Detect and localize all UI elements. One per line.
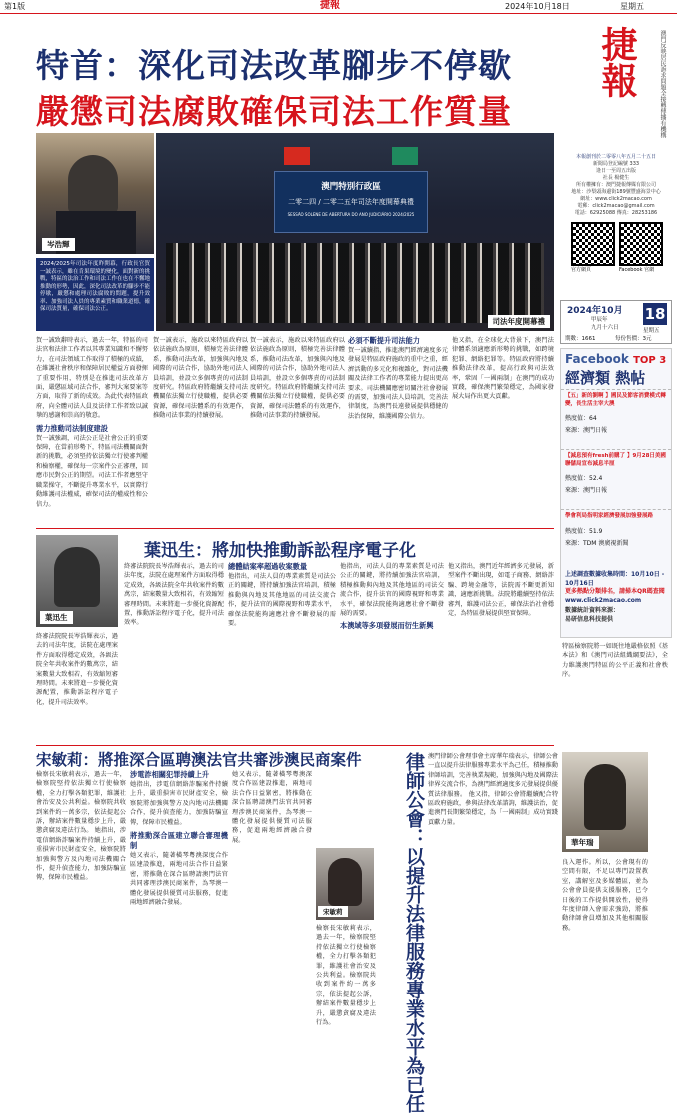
facebook-top3-box xyxy=(560,348,672,638)
hot-topic-text: 學會利局指明家經濟發展加強發展路 xyxy=(565,513,654,519)
facebook-top-badge: TOP 3 xyxy=(633,355,667,366)
article2-col3 xyxy=(228,562,336,742)
date-day: 18 xyxy=(644,305,666,323)
article2-col4 xyxy=(340,562,444,742)
hot-topic-heat: 熱度值：51.9 xyxy=(565,527,603,535)
header-weekday: 星期五 xyxy=(620,2,644,11)
chief-executive-photo xyxy=(36,133,154,254)
hot-topic-heat: 熱度值：52.4 xyxy=(565,475,603,482)
sidebar-vertical-slogan: 澳門反映居民訴求問題全接轉傳播有機構 xyxy=(659,30,666,138)
facebook-brand-text: Facebook xyxy=(565,352,629,366)
article2-paragraph: 他指出，司法人員的專業素質是司法公正的關鍵，將持續加強法官培訓，積極推動與內地及其他地區的司法交流合作，提升法官的國際視野和專業水平，確保法院能夠適應社會不斷發展的需要。 xyxy=(340,563,444,618)
prosecutor-photo xyxy=(316,848,374,920)
photo-caption: 葉迅生 xyxy=(40,611,73,624)
speaker-silhouette xyxy=(68,155,118,215)
hot-topic-text: 【減息預有fresh前購了 】9月28日美國聯儲局宣布減息半厘 xyxy=(565,453,666,467)
banner xyxy=(274,171,428,233)
date-weekday: 星期五 xyxy=(643,328,660,334)
article4-paragraph: 良入運作。所以，公會現有的空間有限，不足以專門設置教室，講解室及多媒體區，並為公會會員提供支援服務，已令日後的工作提供開放性，使得年度律師入會需求強勁，將推動律師會員增加及其他相關服務。 xyxy=(562,859,648,932)
sidebar-phone: 電話：62925088 傳真：28253186 xyxy=(574,210,658,216)
ceremony-photo xyxy=(156,133,554,331)
lawyer-photo xyxy=(562,752,648,852)
article3-paragraph: 她又表示，隨著橫琴粵澳深度合作區建設推進，兩地司法合作日益緊密，將推動在深合區聘請澳門法官共同審理涉澳民商案件，為琴澳一體化發展提供優質司法服務，促進兩地經濟融合發展。 xyxy=(232,771,312,844)
sidebar-frequency: 逢日一至周五出版 xyxy=(595,168,636,174)
article3-col3 xyxy=(232,770,312,1020)
data-source-label: 數據統計資料來源： xyxy=(565,607,620,614)
article1-paragraph: 賀一誠續指，推進澳門經濟適度多元發展是特區政府施政的重中之重，經濟活動的多元化和複雜化，對司法機關及法律工作者的專業能力提出更高要求。司法機關應密切關注社會發展的需要，加強司法人員培訓，完善法律制度，為澳門長遠發展提供穩健的法治保障，維護國際公信力。 xyxy=(348,347,448,420)
article4-headline: 律師公會：以提升法律服務專業水平為已任 xyxy=(403,752,425,1113)
qr-official-web[interactable] xyxy=(571,222,615,266)
article1-col4 xyxy=(250,336,345,534)
photo-caption: 司法年度開幕禮 xyxy=(488,315,551,328)
photo-caption: 岑浩輝 xyxy=(42,238,75,251)
sidebar-logo: 捷報 xyxy=(596,26,638,98)
data-source-name: 易研信息科技提供 xyxy=(565,615,614,623)
lead-summary-text: 2024/2025年司法年度昨開幕，行政長官賀一誠表示，雖在肯果環境的變化，面對新的挑戰，特區的法治工作和司法工作在也在不懈地推動的形勢，因此，深化司法改革的腳步不能停歇，嚴懲和處理司法腐敗的問題，提升效率、加強司法人員的專業素質和職業道德，確保司法質量，確保司法公正。 xyxy=(40,261,151,312)
judge-silhouette xyxy=(54,547,100,607)
facebook-top3-brand xyxy=(565,352,666,366)
article3-col2 xyxy=(130,770,228,1020)
judge-photo xyxy=(36,535,118,627)
article1-paragraph: 賀一誠致辭時表示，過去一年，特區的司法官和法律工作者以其專業知識和不懈努力，在司法領域工作取得了積極的成績，在維護社會秩序和保障居民權益方面發揮了重要作用，特別是在推進司法改革方面，嚴懲區域司法合作，審判大案要案等方面，取得了新的成效。為此代表特區政府，向全體司法人員及法律工作者致以誠摯的感謝和崇高的敬意。 xyxy=(36,337,148,420)
sidebar xyxy=(560,20,672,342)
article3-col4 xyxy=(316,924,376,1027)
survey-period: 上述調查數據收集時間：10月10日 - 10月16日 xyxy=(565,571,665,587)
header-logo: 捷報 xyxy=(320,0,340,11)
hot-topic-item[interactable] xyxy=(561,509,671,567)
article3-subhead: 涉電詐相關犯罪持續上升 xyxy=(130,770,210,779)
article2-col1 xyxy=(36,632,118,742)
article2-col2 xyxy=(124,562,224,742)
date-lunar: 甲辰年 xyxy=(591,317,608,323)
hot-topic-source: 來源：澳門日報 xyxy=(565,427,608,434)
sidebar-issue-info: 本報創刊於二零零八年五月二十五日 xyxy=(575,154,656,160)
facebook-top3-title: 經濟類 熱帖 xyxy=(565,369,646,387)
article2-paragraph: 終審法院院長岑浩輝表示，過去的司法年度，法院在處理案件方面取得穩定成效，各級法院全年共收案件約數萬宗，結案數量大致相若，有效縮短審理時間。未來將進一步優化資源配置，推動訴訟程序電子化，提升司法效率。 xyxy=(36,633,118,706)
copy-price: 每份售價：3元 xyxy=(615,336,652,342)
article2-paragraph: 他又指出，澳門近年經濟多元發展，新型案件不斷出現，如電子商務、網絡詐騙、跨境金融等，法院需不斷更新知識，適應新挑戰。法院將繼續堅持依法審判，維護司法公正，確保法治社會穩定，為特區發展提供堅實保障。 xyxy=(448,563,554,618)
article1-col6 xyxy=(452,336,554,534)
banner-portuguese: SESSÃO SOLENE DE ABERTURA DO ANO JUDICIÁRIO 2024/2025 xyxy=(287,212,415,217)
photo-caption: 華年瑞 xyxy=(566,836,599,849)
qr-official-web-label: 官方網頁 xyxy=(571,267,592,273)
article1-subhead: 必須不斷提升司法能力 xyxy=(348,336,420,345)
article1-paragraph: 賀一誠強調，司法公正是社會公正的重要保障，在當前形勢下，特區司法機關面對新的挑戰，必須堅持依法獨立行使審判權和檢察權，確保每一宗案件公正審理，回應市民對公正的期望。司法工作者應堅守職業操守，不斷提升專業水平，以實際行動維護司法權威，確保司法的權威性和公信力。 xyxy=(36,434,148,508)
article2-subhead: 本澳域等多項發展而衍生新興 xyxy=(340,621,434,631)
photo-caption: 宋敏莉 xyxy=(318,906,348,917)
banner-subtitle: 二零二四 / 二零二五年司法年度開幕典禮 xyxy=(288,198,414,206)
lawyer-silhouette xyxy=(584,764,626,830)
banner-title: 澳門特別行政區 xyxy=(321,182,381,192)
more-ranking-url[interactable]: www.click2macao.com xyxy=(565,596,642,604)
article2-col5 xyxy=(448,562,554,742)
article1-paragraph: 他又指，在全球化大背景下，澳門法律體系須適應新形勢的挑戰，如跨境犯罪、網絡犯罪等。特區政府將持續推動法律改革，提高行政與司法效率，鞏固「一國兩制」在澳門的成功實踐，確保澳門繁榮穩定，為國家發展大局作出更大貢獻。 xyxy=(452,337,554,401)
sidebar-owner: 所有權擁有：澳門捷報傳媒有限公司 xyxy=(575,182,656,188)
article1-paragraph: 賀一誠表示，施政以來特區政府以依法施政為原則，積極完善法律體系，推動司法改革，加強與內地及國際的司法合作，協助外地司法人員培訓，並設立多個專責的司法制度研究。特區政府將繼續支持司法機關依法獨立行使職權，提供必要資源，確保司法體系的有效運作，推動司法事業的持續發展。 xyxy=(250,337,345,420)
sidebar-email: 電郵：click2macao@gmail.com xyxy=(577,203,655,209)
article3-paragraph: 她又表示，隨著橫琴粵澳深度合作區建設推進，兩地司法合作日益緊密，將推動在深合區聘請澳門法官共同審理涉澳民商案件，為琴澳一體化發展提供優質司法服務，促進兩地經濟融合發展。 xyxy=(130,852,228,907)
article2-paragraph: 終審法院院長岑浩輝表示，過去的司法年度，法院在處理案件方面取得穩定成效，各級法院全年共收案件約數萬宗，結案數量大致相若，有效縮短審理時間。未來將進一步優化資源配置，推動訴訟程序電子化，提升司法效率。 xyxy=(124,563,224,627)
article2-paragraph: 他指出，司法人員的專業素質是司法公正的關鍵，將持續加強法官培訓，積極推動與內地及其他地區的司法交流合作，提升法官的國際視野和專業水平，確保法院能夠適應社會不斷發展的需要。 xyxy=(228,573,336,628)
article3-paragraph: 檢察長宋敏莉表示，過去一年，檢察院堅持依法獨立行使檢察權，全力打擊各類犯罪，維護社會治安及公共利益。檢察院共收到案件約一萬多宗，依法提起公訴，辦結案件數量穩步上升，嚴懲貪腐及違法行為。 xyxy=(316,925,376,1027)
article1-subhead: 需力推動司法制度建設 xyxy=(36,423,108,433)
sidebar-continued-paragraph: 特區檢察院將一如既往地嚴格依照《基本法》和《澳門司法組織綱要法》，全力維護澳門特區的公平正義和社會秩序。 xyxy=(562,643,668,679)
sidebar-continued-text xyxy=(562,642,668,742)
sidebar-info xyxy=(560,154,672,217)
article1-paragraph: 賀一誠表示，施政以來特區政府以依法施政為原則，積極完善法律體系，推動司法改革，加強與內地及國際的司法合作，協助外地司法人員培訓，並設立多個專責的司法制度研究。特區政府將繼續支持司法機關依法獨立行使職權，提供必要資源，確保司法體系的有效運作，推動司法事業的持續發展。 xyxy=(153,337,248,420)
qr-facebook-label: Facebook 官網 xyxy=(619,267,655,273)
date-lunar-day: 九月十六日 xyxy=(591,325,619,331)
date-month: 2024年10月 xyxy=(567,306,623,316)
article2-headline: 葉迅生：將加快推動訴訟程序電子化 xyxy=(144,541,416,561)
article3-paragraph: 她指出，涉電信網絡詐騙案件持續上升，嚴重損害市民財產安全，檢察院將加強與警方及內地司法機關合作，提升偵查能力，加強防騙宣傳，保障市民權益。 xyxy=(36,827,127,882)
sidebar-publisher: 社長 楊健生 xyxy=(602,175,630,181)
header-date: 2024年10月18日 xyxy=(505,2,570,11)
main-headline-line1: 特首：深化司法改革腳步不停歇 xyxy=(36,46,512,85)
article3-subhead: 將推動深合區建立聯合審理機制 xyxy=(130,831,228,851)
page-number: 第1版 xyxy=(4,2,26,11)
article3-paragraph: 她指出，涉電信網絡詐騙案件持續上升，嚴重損害市民財產安全，檢察院將加強與警方及內地司法機關合作，提升偵查能力，加強防騙宣傳，保障市民權益。 xyxy=(130,781,228,826)
sidebar-address: 地址：沙梨頭海邊街189號豐盛海景中心 xyxy=(571,189,661,195)
flag-china xyxy=(284,147,310,165)
page-header xyxy=(0,0,677,14)
attendees-rows xyxy=(166,243,544,323)
article2-subhead: 總體結案率超過收案數量 xyxy=(228,562,308,571)
lead-summary-box xyxy=(36,258,154,331)
sidebar-reg-no: 新聞局登記編號 333 xyxy=(592,161,640,167)
more-ranking-hint: 更多熱點分類排名，請掃本QR碼查閱 xyxy=(565,588,665,595)
section-divider xyxy=(36,745,554,746)
sidebar-web: 網址：www.click2macao.com xyxy=(580,196,652,202)
article1-col3 xyxy=(153,336,248,534)
facebook-top3-note xyxy=(565,571,669,624)
hot-topic-source: 來源：TDM 澳廣視新聞 xyxy=(565,539,629,547)
article1-col5 xyxy=(348,336,448,534)
article4-col2 xyxy=(562,858,648,1020)
hot-topic-item[interactable] xyxy=(561,449,671,507)
article3-col1 xyxy=(36,770,126,1020)
hot-topic-item[interactable] xyxy=(561,389,671,447)
issue-number: 期數：1661 xyxy=(565,336,596,342)
article3-paragraph: 檢察長宋敏莉表示，過去一年，檢察院堅持依法獨立行使檢察權，全力打擊各類犯罪，維護社會治安及公共利益。檢察院共收到案件約一萬多宗，依法提起公訴，辦結案件數量穩步上升，嚴懲貪腐及違法行為。 xyxy=(36,771,126,835)
section-divider xyxy=(36,528,554,529)
hot-topic-source: 來源：澳門日報 xyxy=(565,487,608,494)
hot-topic-heat: 熱度值：64 xyxy=(565,415,597,422)
article4-paragraph: 他又指，律師公會將繼續配合特區政府施政，參與法律改革諮詢，維護法治，促進澳門長期繁榮穩定，為「一國兩制」成功實踐貢獻力量。 xyxy=(428,790,559,826)
article4-col1 xyxy=(428,752,558,1020)
main-headline-line2: 嚴懲司法腐敗確保司法工作質量 xyxy=(36,92,512,131)
article1-col1 xyxy=(36,336,148,534)
article3-headline: 宋敏莉：將推深合區聘澳法官共審涉澳民商案件 xyxy=(36,750,362,769)
date-box xyxy=(560,300,672,344)
article4-paragraph: 澳門律師公會理事會主席華年瑞表示，律師公會一直以提升法律服務專業水平為己任，積極推動律師培訓，完善執業規範，加強與內地及國際法律界交流合作，為澳門經濟適度多元發展提供優質法律服務。 xyxy=(428,753,558,798)
prosecutor-silhouette xyxy=(328,858,362,906)
flag-macao xyxy=(392,147,418,165)
qr-facebook[interactable] xyxy=(619,222,663,266)
hot-topic-text: 【五」新的劉啊 】國民及節客消費模式轉變，長生活主宰大澳 xyxy=(565,393,666,407)
